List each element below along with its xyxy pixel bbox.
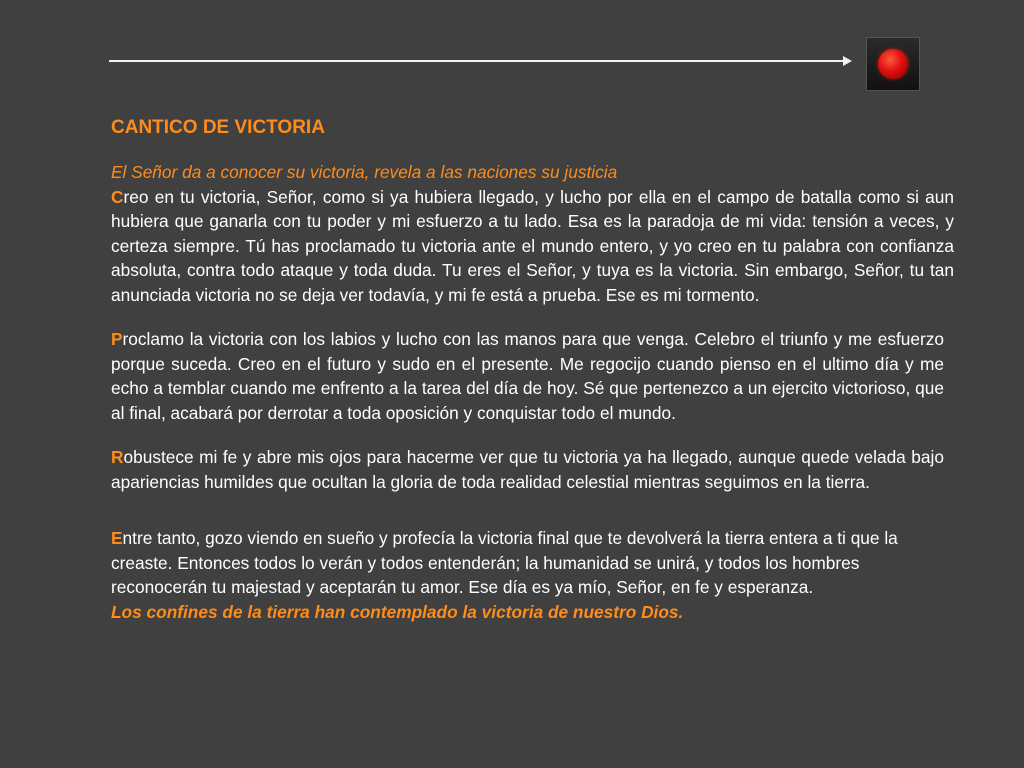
arrow-line <box>109 60 845 62</box>
arrow-right-icon <box>843 56 852 66</box>
paragraph-initial: C <box>111 186 124 207</box>
paragraph-2 <box>111 327 944 425</box>
subtitle: El Señor da a conocer su victoria, revela a las naciones su justicia <box>111 162 618 182</box>
paragraph-1 <box>111 185 954 308</box>
paragraph-text: reo en tu victoria, Señor, como si ya hubiera llegado, y lucho por ella en el campo de batalla como si aun hubiera que ganarla con tu poder y mi esfuerzo a tu lado. Esa es la paradoja de mi vida: tensión a veces, y certeza siempre. Tú has proclamado tu victoria ante el mundo entero, y yo creo en tu palabra con confianza absoluta, contra todo ataque y toda duda. Tu eres el Señor, y tuya es la victoria. Sin embargo, Señor, tu tan anunciada victoria no se deja ver todavía, y mi fe está a prueba. Ese es mi tormento. <box>111 186 954 305</box>
page-title: CANTICO DE VICTORIA <box>111 117 325 138</box>
paragraph-text: roclamo la victoria con los labios y lucho con las manos para que venga. Celebro el triunfo y me esfuerzo porque suceda. Creo en el futuro y sudo en el presente. Me regocijo cuando pienso en el ultimo día y me echo a temblar cuando me enfrento a la tarea del día de hoy. Sé que pertenezco a un ejercito victorioso, que al final, acabará por derrotar a toda oposición y conquistar todo el mundo. <box>111 329 944 423</box>
paragraph-initial: E <box>111 528 123 548</box>
red-circle-icon <box>878 49 908 79</box>
paragraph-initial: P <box>111 329 123 349</box>
paragraph-4 <box>111 526 944 600</box>
closing-line: Los confines de la tierra han contemplado la victoria de nuestro Dios. <box>111 601 684 622</box>
next-slide-button[interactable] <box>866 37 920 91</box>
paragraph-initial: R <box>111 447 124 467</box>
slide-content <box>111 115 954 624</box>
paragraph-text: obustece mi fe y abre mis ojos para hacerme ver que tu victoria ya ha llegado, aunque quede velada bajo apariencias humildes que ocultan la gloria de toda realidad celestial mientras seguimos en la tierra. <box>111 447 944 492</box>
paragraph-text: ntre tanto, gozo viendo en sueño y profecía la victoria final que te devolverá la tierra entera a ti que la creaste. Entonces todos lo verán y todos entenderán; la humanidad se unirá, y todos los hombres reconocerán tu majestad y aceptarán tu amor. Ese día es ya mío, Señor, en fe y esperanza. <box>111 528 898 597</box>
paragraph-3 <box>111 445 944 494</box>
